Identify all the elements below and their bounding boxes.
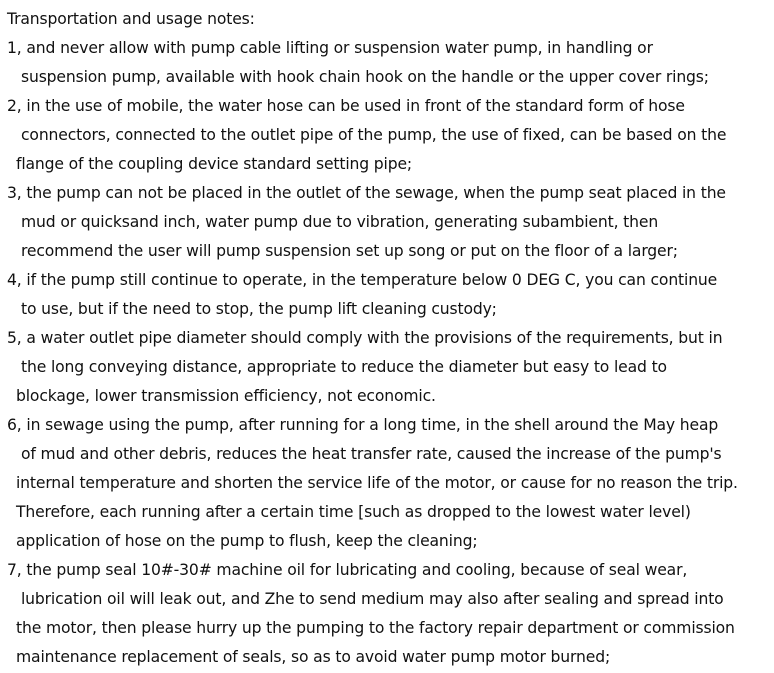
text-line: 4, if the pump still continue to operate, in the temperature below 0 DEG C, you can continue [7,271,718,289]
document-title: Transportation and usage notes: [7,10,255,28]
text-line: connectors, connected to the outlet pipe of the pump, the use of fixed, can be based on the [21,126,727,144]
text-line: suspension pump, available with hook chain hook on the handle or the upper cover rings; [21,68,709,86]
text-line: lubrication oil will leak out, and Zhe to send medium may also after sealing and spread into [21,590,724,608]
text-line: the long conveying distance, appropriate to reduce the diameter but easy to lead to [21,358,667,376]
text-line: 5, a water outlet pipe diameter should comply with the provisions of the requirements, but in [7,329,723,347]
text-line: to use, but if the need to stop, the pump lift cleaning custody; [21,300,497,318]
text-line: flange of the coupling device standard setting pipe; [16,155,413,173]
text-line: mud or quicksand inch, water pump due to vibration, generating subambient, then [21,213,659,231]
text-line: 3, the pump can not be placed in the outlet of the sewage, when the pump seat placed in the [7,184,726,202]
text-line: of mud and other debris, reduces the heat transfer rate, caused the increase of the pump's [21,445,722,463]
text-line: 6, in sewage using the pump, after running for a long time, in the shell around the May heap [7,416,719,434]
text-line: 2, in the use of mobile, the water hose can be used in front of the standard form of hose [7,97,685,115]
text-line: recommend the user will pump suspension set up song or put on the floor of a larger; [21,242,678,260]
text-line: blockage, lower transmission efficiency, not economic. [16,387,436,405]
text-line: maintenance replacement of seals, so as to avoid water pump motor burned; [16,648,611,666]
text-line: the motor, then please hurry up the pumping to the factory repair department or commission [16,619,735,637]
text-line: 7, the pump seal 10#-30# machine oil for lubricating and cooling, because of seal wear, [7,561,688,579]
text-line: internal temperature and shorten the service life of the motor, or cause for no reason the trip. [16,474,738,492]
text-line: application of hose on the pump to flush, keep the cleaning; [16,532,478,550]
text-line: Therefore, each running after a certain time [such as dropped to the lowest water level) [16,503,691,521]
text-line: 1, and never allow with pump cable lifting or suspension water pump, in handling or [7,39,653,57]
